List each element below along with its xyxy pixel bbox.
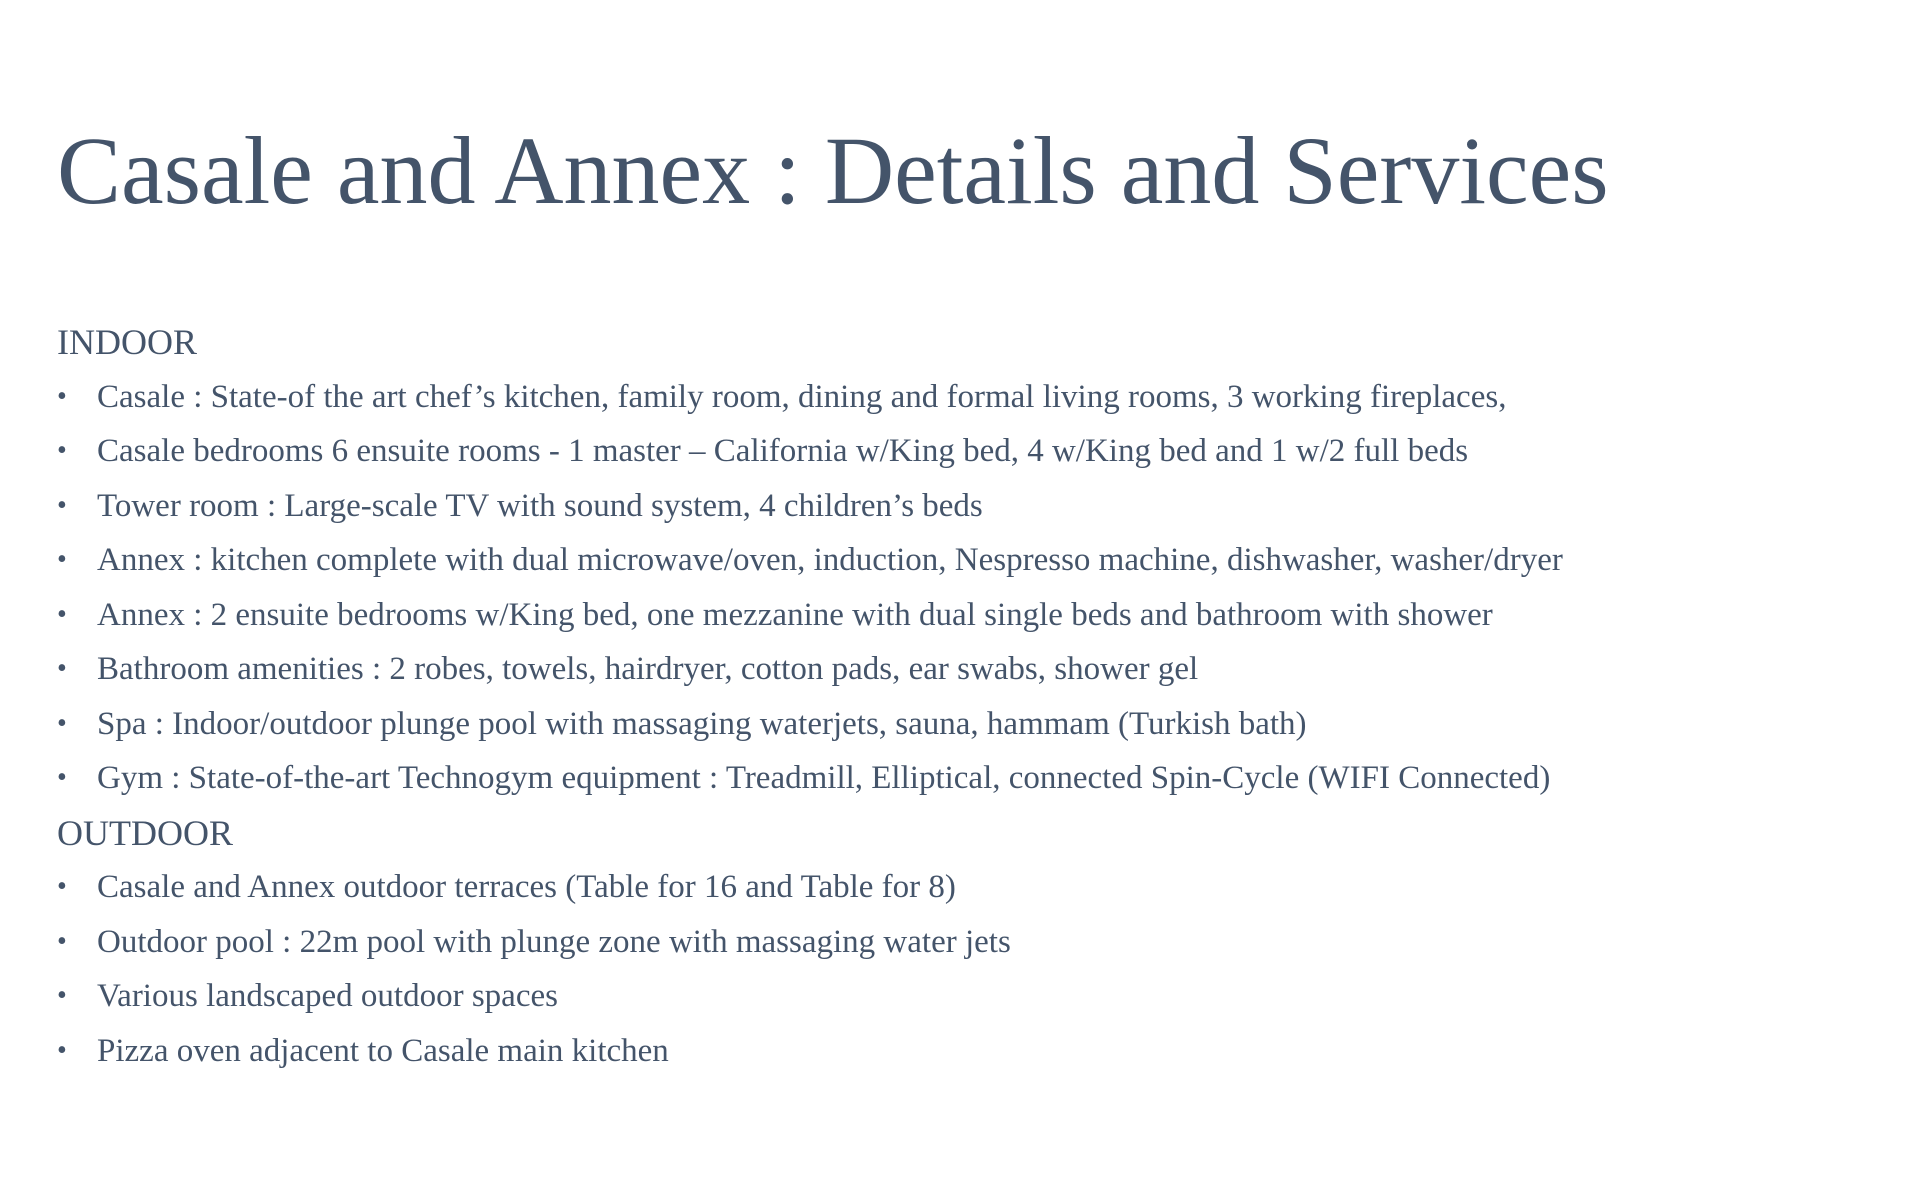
outdoor-item [57, 915, 1877, 970]
slide-content [57, 315, 1877, 1078]
bullet-icon: • [57, 380, 67, 412]
indoor-item-text: Casale bedrooms 6 ensuite rooms - 1 master – California w/King bed, 4 w/King bed and 1 w/2 full beds [97, 433, 1469, 469]
outdoor-item [57, 969, 1877, 1024]
outdoor-item-text: Various landscaped outdoor spaces [97, 978, 558, 1014]
outdoor-item-text: Pizza oven adjacent to Casale main kitchen [97, 1032, 669, 1069]
indoor-item-text: Tower room : Large-scale TV with sound system, 4 children’s beds [97, 487, 983, 524]
indoor-item-text: Annex : 2 ensuite bedrooms w/King bed, one mezzanine with dual single beds and bathroom with shower [97, 596, 1493, 633]
indoor-item [57, 370, 1877, 425]
bullet-icon: • [57, 489, 67, 521]
indoor-item-text: Annex : kitchen complete with dual microwave/oven, induction, Nespresso machine, dishwasher, washer/dryer [97, 542, 1563, 578]
indoor-item [57, 424, 1877, 479]
indoor-item-text: Gym : State-of-the-art Technogym equipment : Treadmill, Elliptical, connected Spin-Cycle (WIFI Connected) [97, 760, 1551, 796]
bullet-icon: • [57, 598, 67, 630]
indoor-item [57, 588, 1877, 643]
outdoor-item [57, 860, 1877, 915]
bullet-icon: • [57, 435, 67, 466]
indoor-item-text: Bathroom amenities : 2 robes, towels, hairdryer, cotton pads, ear swabs, shower gel [97, 651, 1199, 687]
outdoor-item-text: Outdoor pool : 22m pool with plunge zone with massaging water jets [97, 923, 1011, 960]
bullet-icon: • [57, 925, 67, 957]
bullet-icon: • [57, 871, 67, 902]
indoor-item-text: Spa : Indoor/outdoor plunge pool with massaging waterjets, sauna, hammam (Turkish bath) [97, 705, 1307, 742]
outdoor-item-text: Casale and Annex outdoor terraces (Table for 16 and Table for 8) [97, 869, 956, 905]
outdoor-list [57, 860, 1877, 1078]
indoor-item-text: Casale : State-of the art chef’s kitchen, family room, dining and formal living rooms, 3 working fireplaces, [97, 378, 1507, 415]
bullet-icon: • [57, 980, 67, 1011]
indoor-item [57, 697, 1877, 752]
indoor-item [57, 751, 1877, 806]
bullet-icon: • [57, 1034, 67, 1066]
bullet-icon: • [57, 762, 67, 793]
indoor-item [57, 479, 1877, 534]
indoor-item [57, 642, 1877, 697]
bullet-icon: • [57, 544, 67, 575]
section-heading-indoor: INDOOR [57, 322, 197, 362]
slide-title: Casale and Annex : Details and Services [57, 117, 1609, 224]
section-heading-outdoor: OUTDOOR [57, 812, 233, 853]
bullet-icon: • [57, 707, 67, 739]
indoor-item [57, 533, 1877, 588]
bullet-icon: • [57, 653, 67, 684]
outdoor-item [57, 1024, 1877, 1079]
indoor-list [57, 370, 1877, 806]
